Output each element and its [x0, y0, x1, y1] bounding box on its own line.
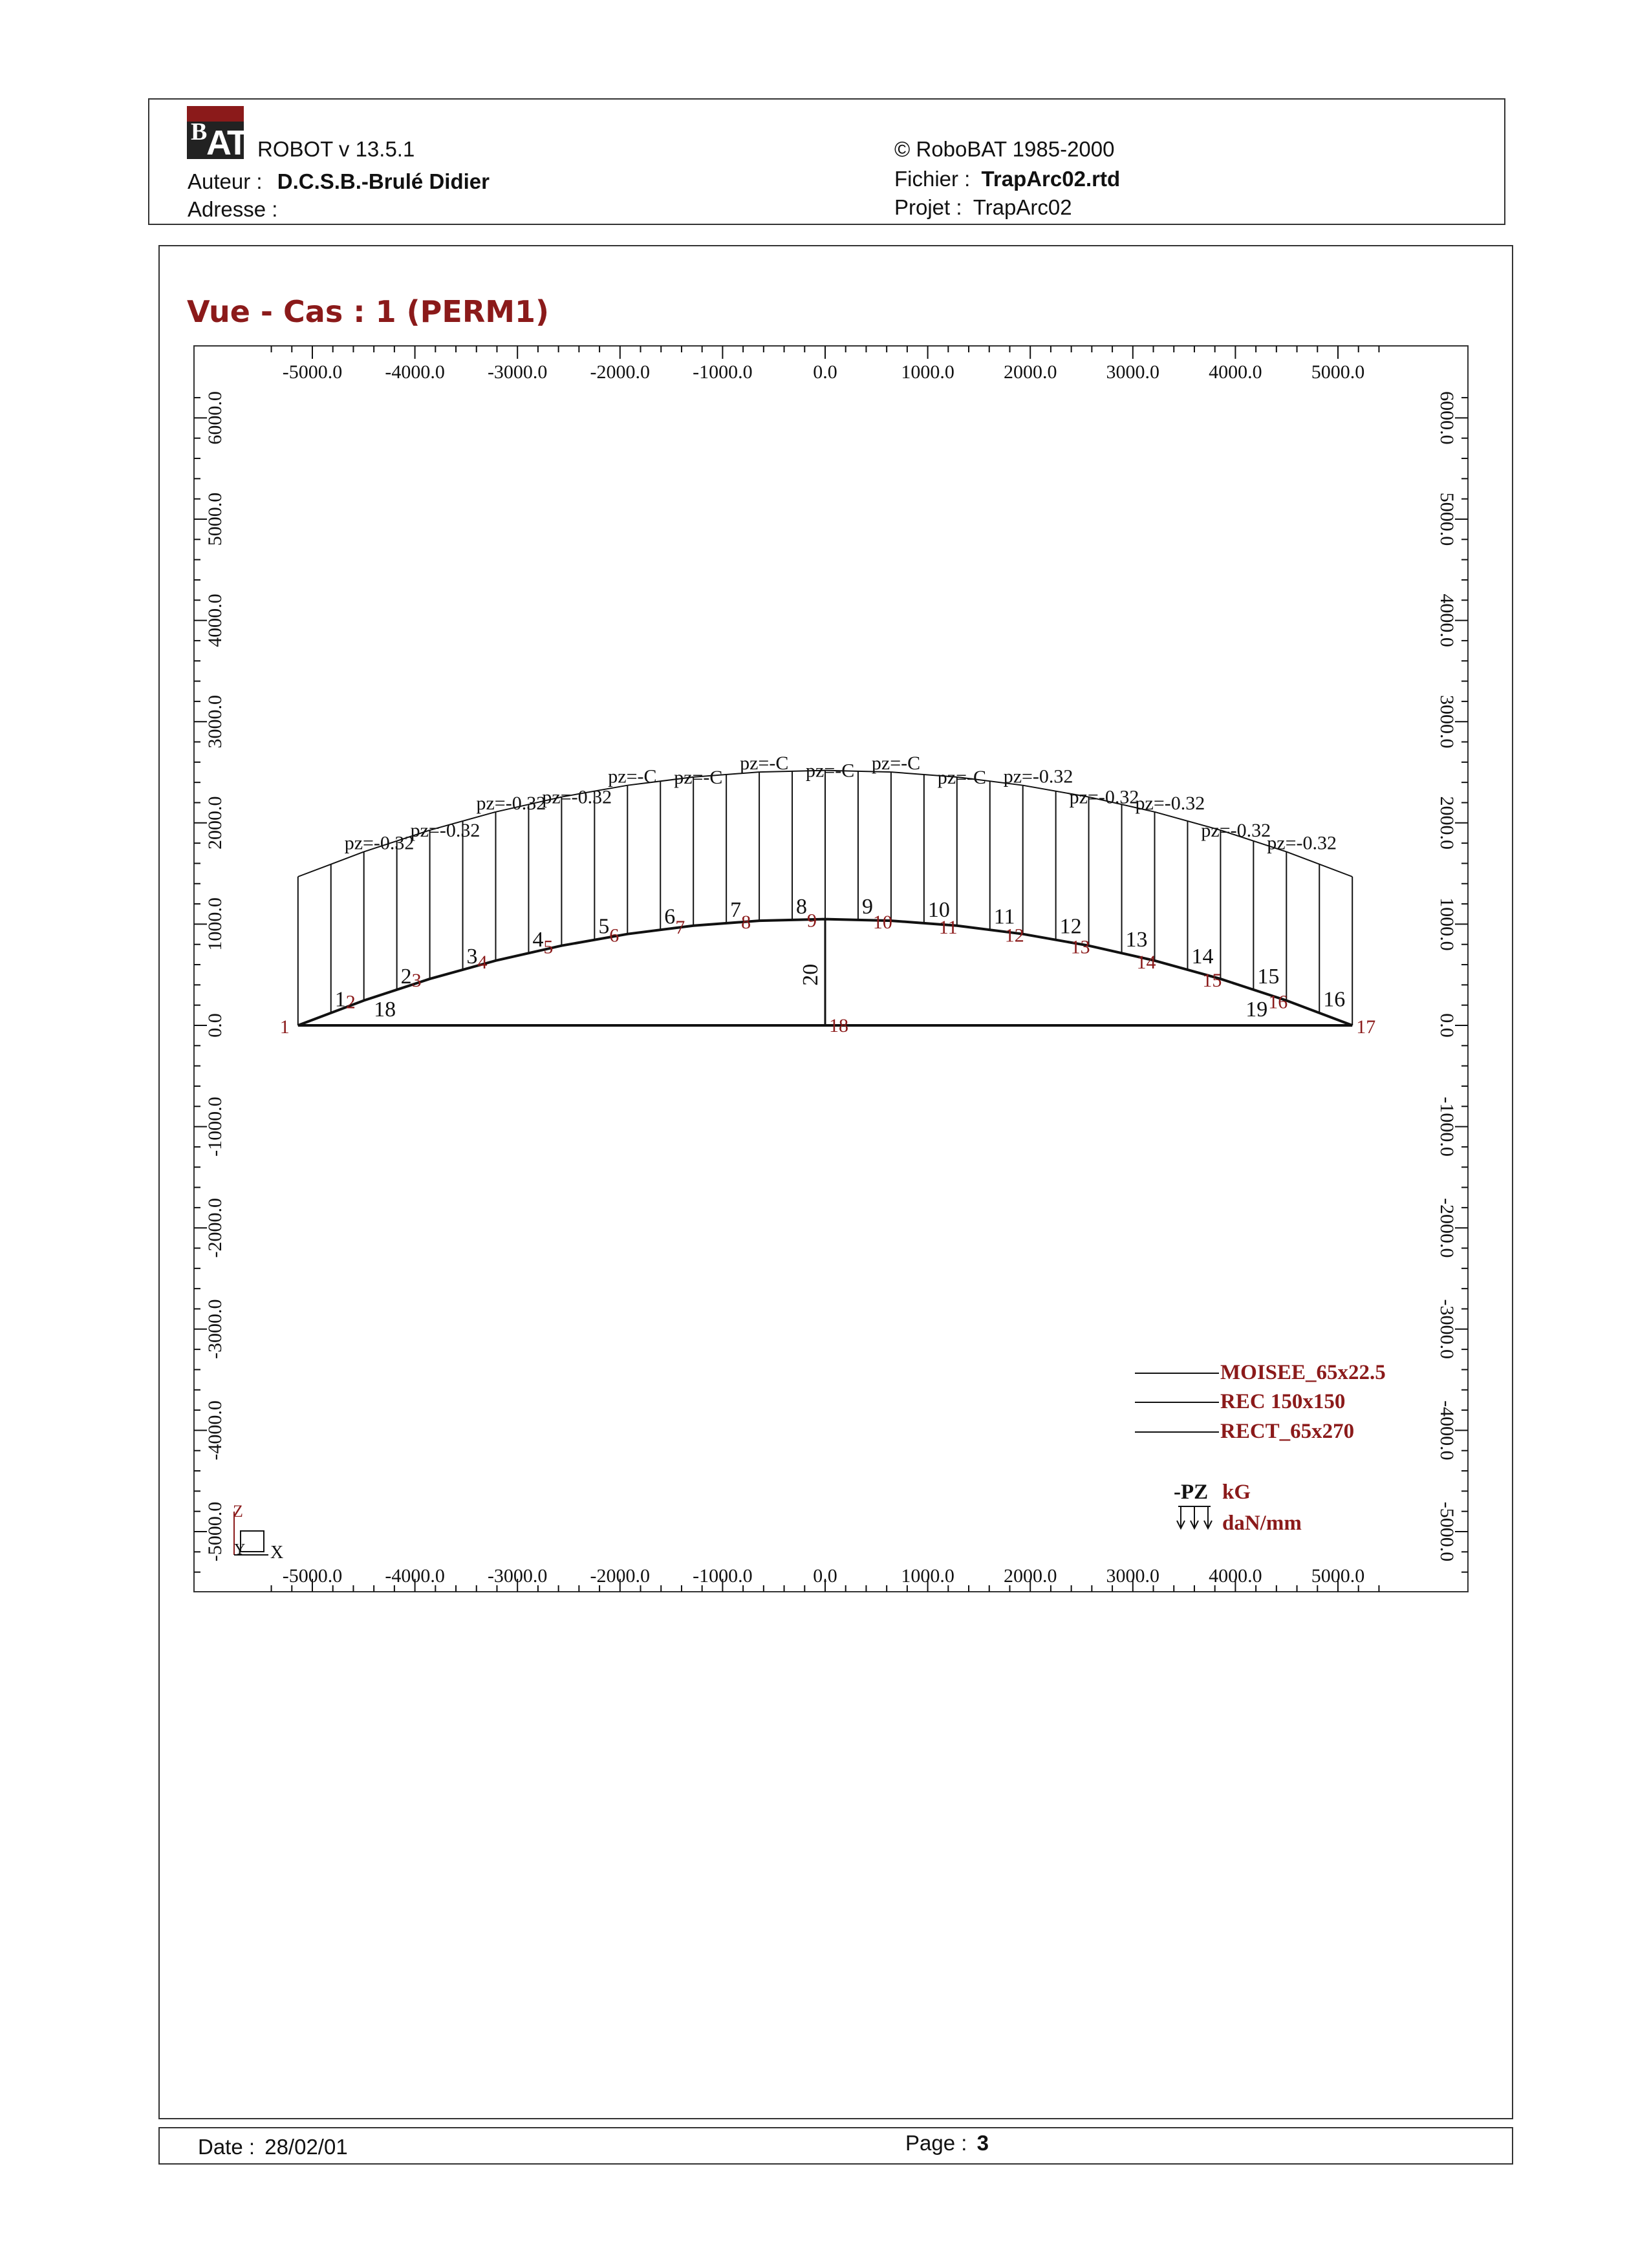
y-tick-label-right: 5000.0 [1436, 492, 1458, 546]
y-tick-label-right: -3000.0 [1436, 1299, 1458, 1360]
bar-label: 15 [1257, 964, 1280, 989]
robobat-logo: B AT [187, 106, 244, 159]
node-label: 13 [1070, 936, 1090, 958]
y-tick-label-left: 6000.0 [204, 391, 226, 445]
project-label: Projet : [894, 195, 962, 219]
x-tick-label-bottom: -1000.0 [693, 1565, 753, 1587]
load-legend-name: -PZ [1174, 1481, 1209, 1504]
node-label: 5 [543, 936, 554, 958]
page-value: 3 [976, 2131, 989, 2155]
legend-moisee: MOISEE_65x22.5 [1220, 1361, 1386, 1384]
bar-label: 20 [799, 963, 823, 986]
file-value: TrapArc02.rtd [981, 167, 1121, 191]
y-tick-label-left: 3000.0 [204, 694, 226, 749]
right-axis-labels [1436, 391, 1458, 1561]
y-tick-label-left: 5000.0 [204, 492, 226, 546]
node-label: 3 [411, 970, 422, 992]
node-label: 6 [609, 925, 620, 947]
y-tick-label-left: 4000.0 [204, 594, 226, 647]
load-value-label: pz=-C [871, 753, 921, 775]
x-tick-label-bottom: 5000.0 [1311, 1565, 1365, 1587]
x-tick-label-top: 0.0 [813, 361, 837, 383]
x-tick-label-top: -2000.0 [590, 361, 651, 383]
bar-label: 2 [400, 964, 412, 989]
y-tick-label-right: -5000.0 [1436, 1501, 1458, 1562]
bar-label: 4 [532, 928, 544, 952]
y-tick-label-left: -3000.0 [204, 1299, 226, 1360]
node-label: 17 [1356, 1016, 1376, 1038]
x-tick-label-bottom: 3000.0 [1106, 1565, 1160, 1587]
bar-label: 18 [374, 998, 396, 1022]
load-value-label: pz=-0.32 [1267, 832, 1337, 854]
bar-label: 8 [796, 894, 808, 919]
x-tick-label-bottom: -3000.0 [487, 1565, 548, 1587]
date-value: 28/02/01 [264, 2135, 348, 2159]
node-label: 11 [938, 916, 958, 938]
node-label: 12 [1004, 925, 1024, 947]
bar-label: 3 [466, 944, 478, 968]
x-tick-label-bottom: 2000.0 [1003, 1565, 1057, 1587]
x-tick-label-top: 5000.0 [1311, 361, 1365, 383]
load-value-label: pz=-0.32 [542, 786, 612, 808]
load-value-label: pz=-0.32 [476, 792, 546, 814]
x-tick-label-bottom: 4000.0 [1209, 1565, 1262, 1587]
x-tick-label-bottom: 0.0 [813, 1565, 837, 1587]
node-label: 16 [1268, 991, 1288, 1013]
load-legend-unit1: kG [1222, 1481, 1251, 1504]
left-axis-labels [204, 391, 226, 1561]
node-label: 10 [872, 912, 892, 934]
bottom-axis-labels [283, 1565, 1365, 1587]
y-tick-label-left: -4000.0 [204, 1400, 226, 1460]
x-tick-label-bottom: 1000.0 [901, 1565, 954, 1587]
author-value: D.C.S.B.-Brulé Didier [277, 169, 490, 193]
y-tick-label-right: -4000.0 [1436, 1400, 1458, 1460]
date-label: Date : [198, 2135, 255, 2159]
x-tick-label-bottom: -2000.0 [590, 1565, 651, 1587]
y-tick-label-left: 0.0 [204, 1013, 226, 1038]
y-tick-label-left: -1000.0 [204, 1097, 226, 1157]
load-value-label: pz=-C [806, 760, 855, 782]
bar-label: 1 [334, 987, 346, 1012]
node-label: 18 [829, 1015, 848, 1036]
footer-box [158, 2127, 1513, 2165]
bar-label: 16 [1323, 987, 1346, 1012]
legend-rect: RECT_65x270 [1220, 1420, 1355, 1443]
y-tick-label-right: -1000.0 [1436, 1097, 1458, 1157]
project-value: TrapArc02 [973, 195, 1072, 219]
right-axis-ticks [1455, 398, 1468, 1572]
load-value-label: pz=-C [674, 766, 723, 788]
x-tick-label-bottom: -5000.0 [282, 1565, 343, 1587]
load-value-label: pz=-C [740, 753, 789, 775]
bar-label: 12 [1059, 914, 1082, 939]
bar-label: 13 [1125, 928, 1148, 952]
node-label: 9 [807, 910, 817, 932]
x-tick-label-top: -5000.0 [282, 361, 343, 383]
node-label: 14 [1136, 951, 1156, 973]
load-value-label: pz=-0.32 [1135, 792, 1205, 814]
axis-y-label: Y [234, 1541, 246, 1558]
x-tick-label-top: 1000.0 [901, 361, 954, 383]
x-tick-label-top: -1000.0 [693, 361, 753, 383]
x-tick-label-top: -3000.0 [487, 361, 548, 383]
load-value-label: pz=-C [608, 765, 657, 787]
y-tick-label-right: 2000.0 [1436, 796, 1458, 850]
y-tick-label-left: -5000.0 [204, 1501, 226, 1562]
y-tick-label-left: 2000.0 [204, 796, 226, 850]
node-label: 2 [345, 991, 356, 1013]
bar-label: 7 [730, 897, 742, 922]
view-title: Vue - Cas : 1 (PERM1) [187, 294, 550, 329]
load-legend [1174, 1481, 1302, 1535]
section-legend [1135, 1361, 1386, 1443]
y-tick-label-left: -2000.0 [204, 1197, 226, 1258]
x-tick-label-top: 4000.0 [1209, 361, 1262, 383]
file-label: Fichier : [894, 167, 971, 191]
y-tick-label-right: -2000.0 [1436, 1197, 1458, 1258]
page-label: Page : [905, 2131, 967, 2155]
x-tick-label-bottom: -4000.0 [385, 1565, 445, 1587]
bar-label: 6 [664, 904, 676, 929]
load-value-label: pz=-C [937, 766, 987, 788]
axis-z-label: Z [233, 1502, 243, 1521]
axis-x-label: X [270, 1543, 284, 1563]
y-tick-label-right: 4000.0 [1436, 594, 1458, 647]
node-label: 15 [1202, 970, 1222, 992]
load-value-label: pz=-0.32 [1201, 820, 1271, 842]
y-tick-label-right: 3000.0 [1436, 694, 1458, 749]
node-label: 8 [741, 912, 751, 934]
node-label: 1 [279, 1016, 290, 1038]
author-label: Auteur : [188, 169, 263, 193]
bar-label: 9 [861, 894, 873, 919]
app-version: ROBOT v 13.5.1 [257, 137, 415, 161]
copyright: © RoboBAT 1985-2000 [894, 137, 1115, 161]
page-row [905, 2130, 989, 2157]
x-tick-label-top: 3000.0 [1106, 361, 1160, 383]
bar-label: 14 [1191, 944, 1214, 968]
left-axis-ticks [194, 398, 207, 1572]
load-legend-unit2: daN/mm [1222, 1512, 1302, 1535]
address-label: Adresse : [188, 197, 278, 221]
bar-label: 10 [927, 897, 950, 922]
load-arrows-icon [1177, 1506, 1212, 1528]
y-tick-label-right: 6000.0 [1436, 391, 1458, 445]
axis-triad [233, 1502, 283, 1563]
load-value-label: pz=-0.32 [1069, 786, 1139, 808]
node-label: 4 [477, 951, 488, 973]
load-value-label: pz=-0.32 [1003, 765, 1073, 787]
load-value-label: pz=-0.32 [410, 820, 480, 842]
bar-label: 11 [993, 904, 1015, 929]
top-axis-labels [283, 361, 1365, 383]
load-value-label: pz=-0.32 [344, 832, 415, 854]
x-tick-label-top: -4000.0 [385, 361, 445, 383]
bar-label: 19 [1245, 998, 1268, 1022]
y-tick-label-left: 1000.0 [204, 897, 226, 951]
y-tick-label-right: 0.0 [1436, 1013, 1458, 1038]
x-tick-label-top: 2000.0 [1003, 361, 1057, 383]
legend-rec: REC 150x150 [1220, 1390, 1346, 1413]
bar-label: 5 [598, 914, 610, 939]
node-label: 7 [675, 916, 685, 938]
y-tick-label-right: 1000.0 [1436, 897, 1458, 951]
date-row [198, 2134, 348, 2161]
top-axis-ticks [272, 346, 1379, 359]
